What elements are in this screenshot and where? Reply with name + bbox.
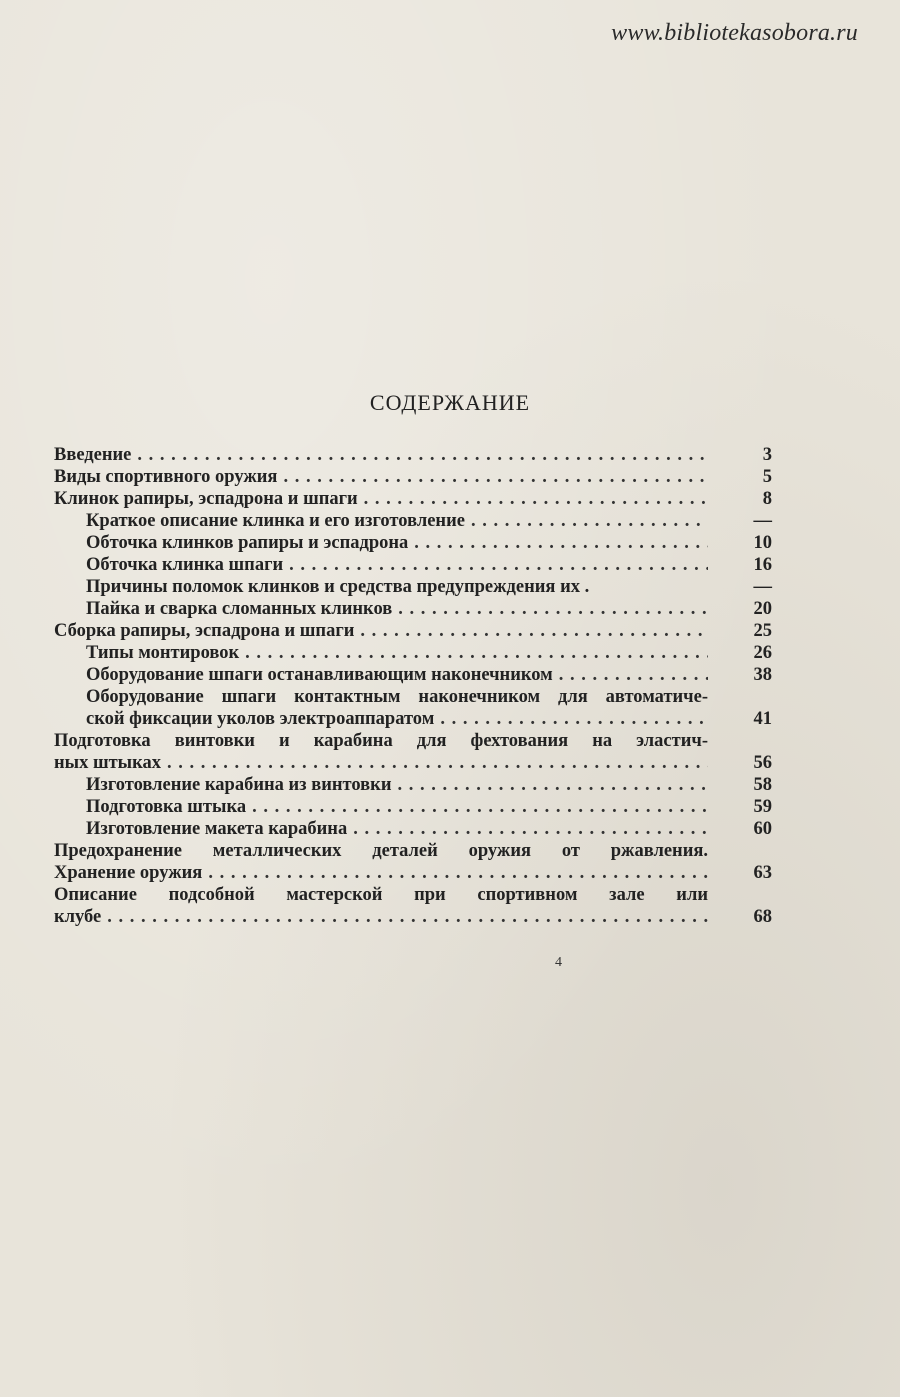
toc-entry-page: — [753, 511, 772, 531]
dot-leader [440, 708, 708, 730]
dot-leader [245, 642, 708, 664]
toc-entry [54, 510, 772, 532]
dot-leader [107, 906, 708, 928]
toc-entry-page: 16 [753, 555, 772, 575]
toc-entry-text: Предохранение металлических деталей оружия от ржавления. [54, 841, 708, 861]
toc-entry [54, 840, 772, 862]
toc-entry-page: 26 [753, 643, 772, 663]
dot-leader [398, 598, 708, 620]
toc-entry [54, 906, 772, 928]
dot-leader [364, 488, 708, 510]
toc-entry [54, 576, 772, 598]
toc-entry-text: Хранение оружия [54, 863, 203, 883]
dot-leader [471, 510, 708, 532]
toc-entry-text: клубе [54, 907, 102, 927]
toc-entry [54, 466, 772, 488]
toc-entry-text: ных штыках [54, 753, 162, 773]
toc-entry-page: 58 [753, 775, 772, 795]
toc-entry-text: Введение [54, 445, 132, 465]
dot-leader [167, 752, 708, 774]
toc-entry-text: Изготовление карабина из винтовки [86, 775, 392, 795]
toc-entry-page: 25 [753, 621, 772, 641]
dot-leader [397, 774, 708, 796]
toc-entry-page: 60 [753, 819, 772, 839]
toc-entry-text: Изготовление макета карабина [86, 819, 348, 839]
toc-entry-page: 5 [762, 467, 772, 487]
toc-entry [54, 664, 772, 686]
toc-entry [54, 554, 772, 576]
dot-leader [353, 818, 708, 840]
toc-entry-text: Обточка клинков рапиры и эспадрона [86, 533, 409, 553]
watermark-url: www.bibliotekasobora.ru [611, 20, 858, 46]
toc-entry-text: Пайка и сварка сломанных клинков [86, 599, 393, 619]
toc-entry-text: Подготовка штыка [86, 797, 247, 817]
page-title: СОДЕРЖАНИЕ [369, 390, 531, 415]
toc-entry [54, 730, 772, 752]
toc-entry-text: Сборка рапиры, эспадрона и шпаги [54, 621, 355, 641]
dot-leader [559, 664, 708, 686]
dot-leader [283, 466, 708, 488]
table-of-contents [54, 444, 772, 928]
toc-entry-text: Виды спортивного оружия [54, 467, 278, 487]
toc-entry-text: Оборудование шпаги контактным наконечником для автоматиче- [86, 687, 708, 707]
page-number: 4 [555, 955, 562, 970]
toc-entry [54, 488, 772, 510]
toc-entry-text: Причины поломок клинков и средства предупреждения их . [86, 577, 590, 597]
toc-entry-page: 59 [753, 797, 772, 817]
toc-entry-page: 3 [762, 445, 772, 465]
toc-entry-text: Подготовка винтовки и карабина для фехтования на эластич- [54, 731, 708, 751]
toc-entry-text: ской фиксации уколов электроаппаратом [86, 709, 435, 729]
toc-entry [54, 752, 772, 774]
toc-entry-page: 10 [753, 533, 772, 553]
toc-entry-text: Описание подсобной мастерской при спортивном зале или [54, 885, 708, 905]
dot-leader [414, 532, 708, 554]
toc-entry-text: Типы монтировок [86, 643, 240, 663]
toc-entry [54, 532, 772, 554]
toc-entry-page: 38 [753, 665, 772, 685]
dot-leader [289, 554, 708, 576]
toc-entry-text: Обточка клинка шпаги [86, 555, 284, 575]
toc-entry-page: 20 [753, 599, 772, 619]
toc-entry [54, 642, 772, 664]
toc-entry [54, 620, 772, 642]
dot-leader [208, 862, 708, 884]
dot-leader [252, 796, 708, 818]
toc-entry-page: 68 [753, 907, 772, 927]
toc-entry-page: 63 [753, 863, 772, 883]
toc-entry-text: Оборудование шпаги останавливающим наконечником [86, 665, 553, 685]
toc-entry [54, 818, 772, 840]
toc-entry-page: 41 [753, 709, 772, 729]
toc-entry [54, 774, 772, 796]
dot-leader [137, 444, 708, 466]
toc-entry [54, 796, 772, 818]
toc-entry [54, 598, 772, 620]
toc-entry [54, 686, 772, 708]
toc-entry-page: — [753, 577, 772, 597]
toc-entry [54, 444, 772, 466]
dot-leader [360, 620, 708, 642]
toc-entry-text: Краткое описание клинка и его изготовление [86, 511, 465, 531]
toc-entry [54, 884, 772, 906]
toc-entry [54, 708, 772, 730]
toc-entry-text: Клинок рапиры, эспадрона и шпаги [54, 489, 358, 509]
toc-entry [54, 862, 772, 884]
toc-entry-page: 56 [753, 753, 772, 773]
toc-entry-page: 8 [762, 489, 772, 509]
